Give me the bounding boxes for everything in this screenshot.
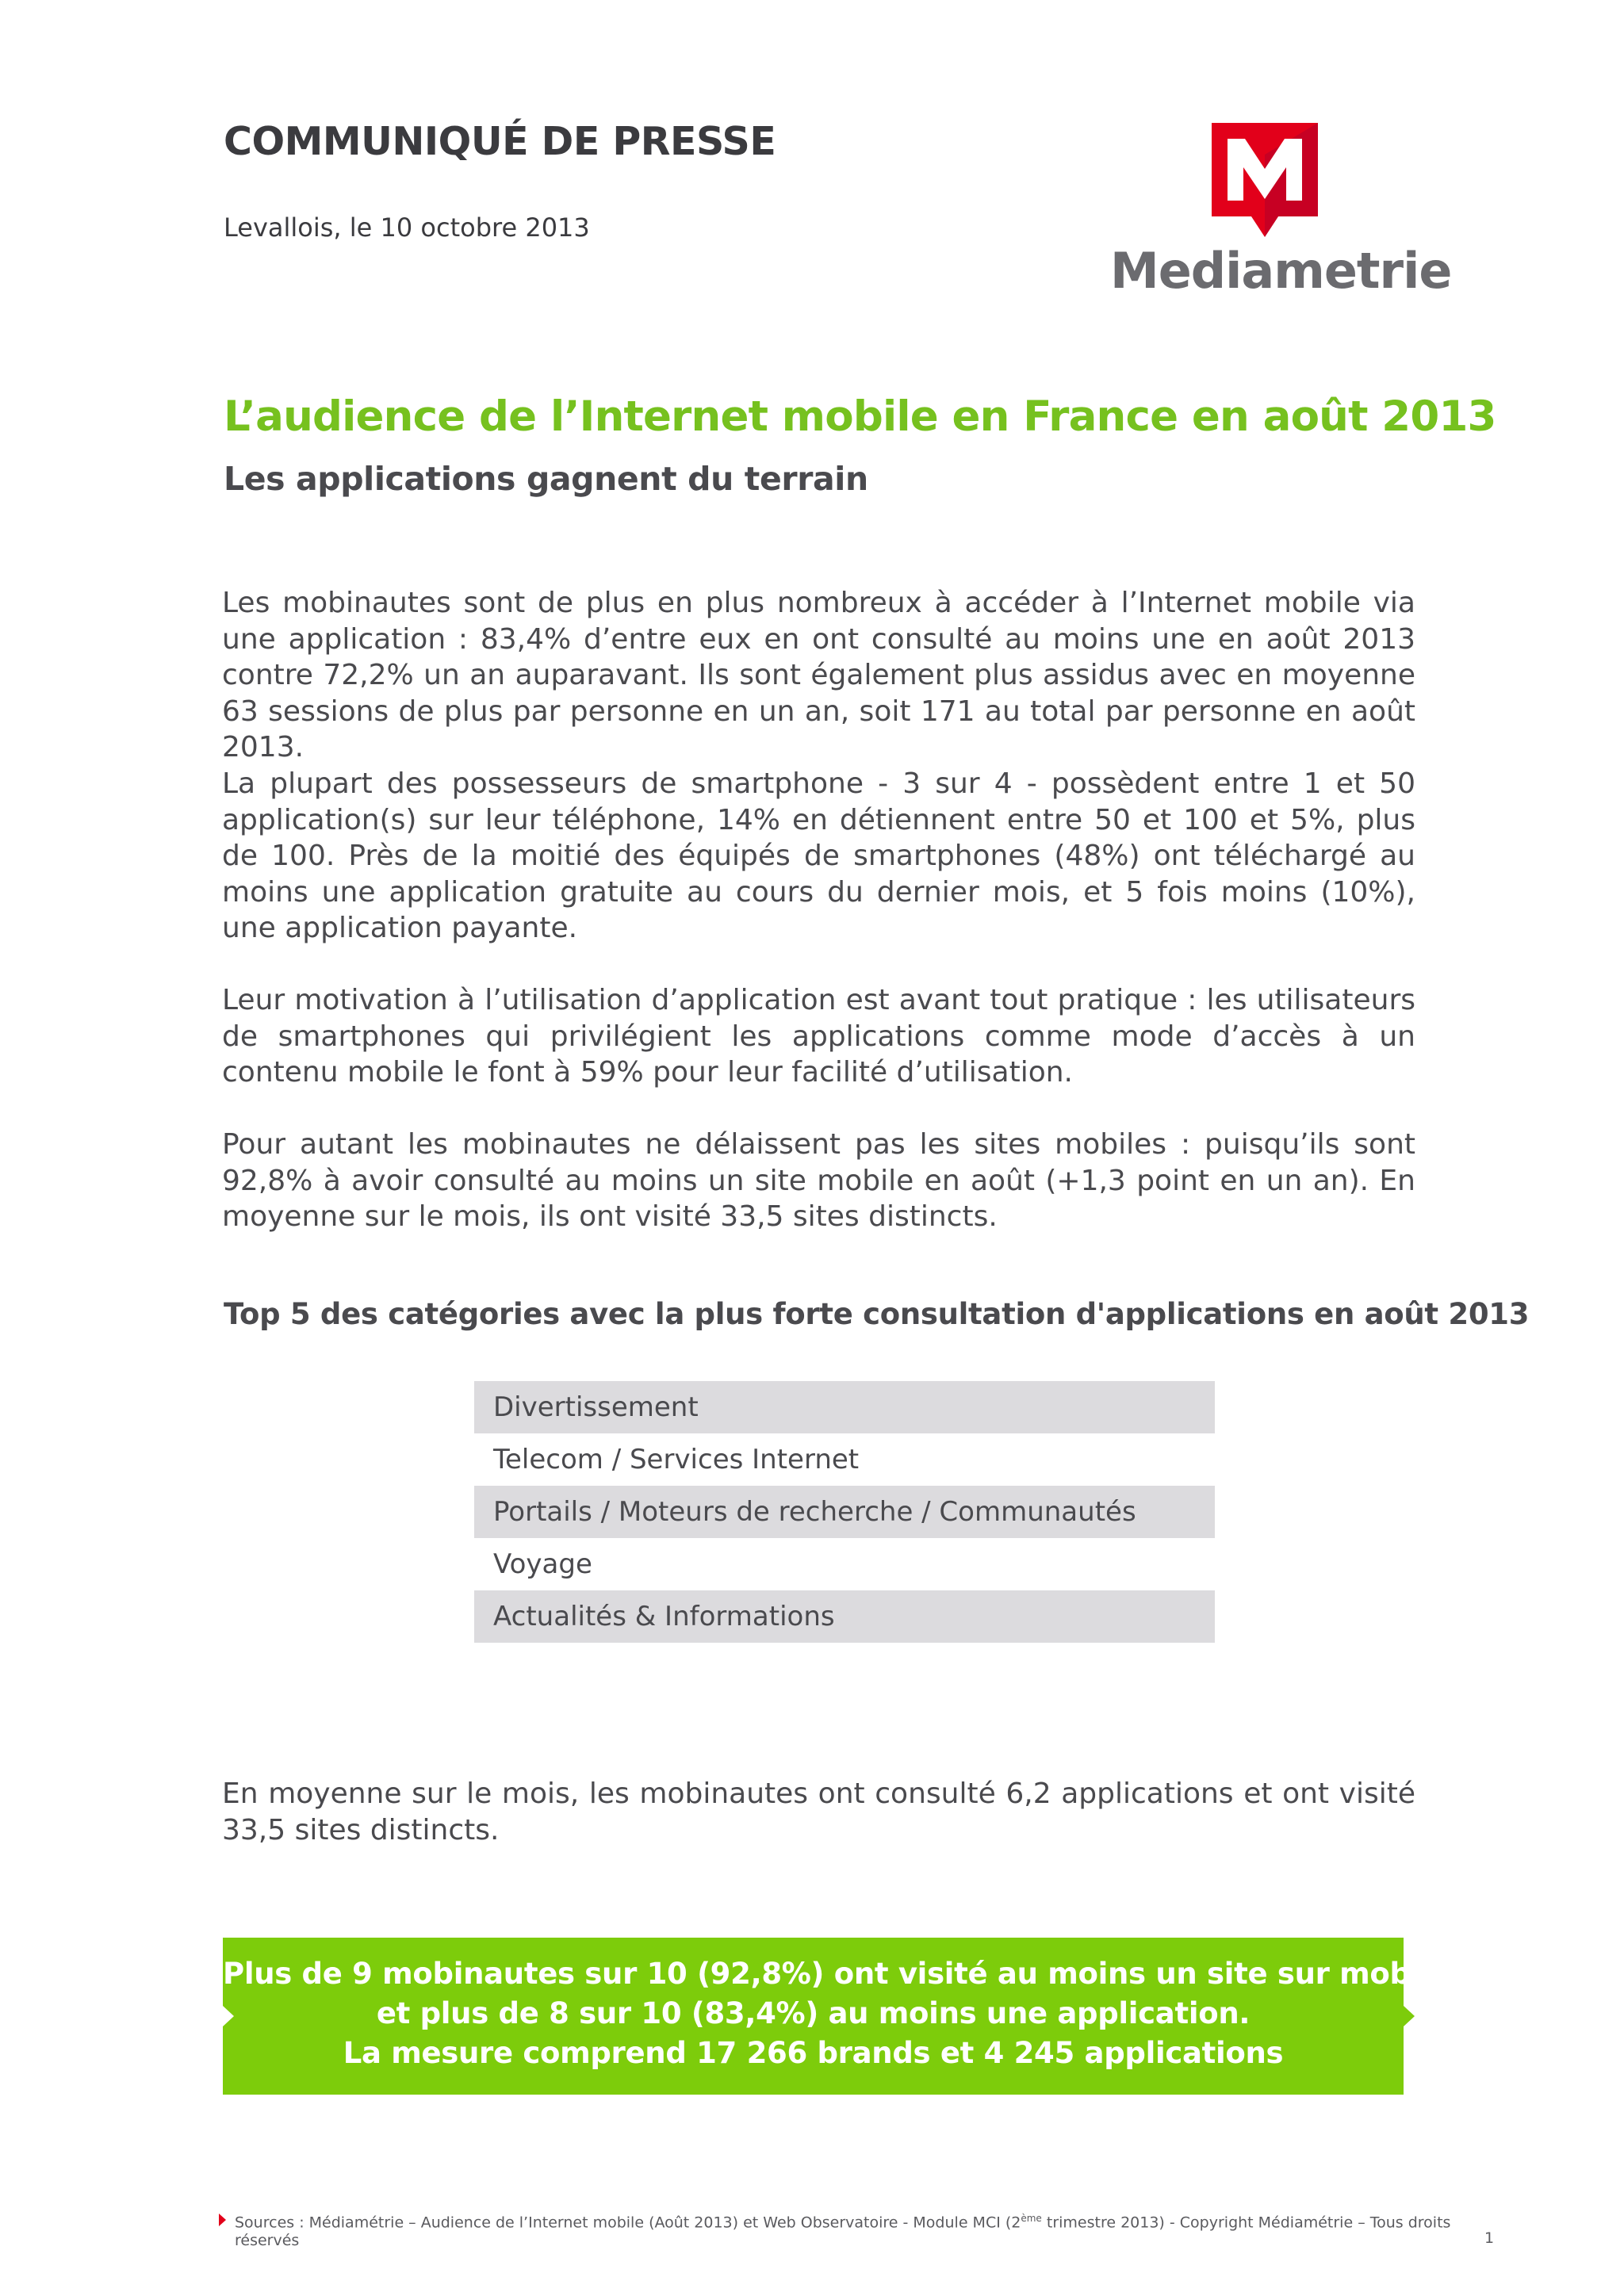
highlight-line: et plus de 8 sur 10 (83,4%) au moins une application.	[376, 1996, 1251, 2030]
paragraph-summary: En moyenne sur le mois, les mobinautes ont consulté 6,2 applications et ont visité 33,5 sites distincts.	[222, 1777, 1415, 1846]
highlight-line: La mesure comprend 17 266 brands et 4 245 applications	[343, 2036, 1284, 2070]
top5-title: Top 5 des catégories avec la plus forte consultation d'applications en août 2013	[224, 1297, 1530, 1331]
subheadline: Les applications gagnent du terrain	[224, 460, 868, 498]
category-row: Telecom / Services Internet	[493, 1444, 860, 1475]
highlight-line: Plus de 9 mobinautes sur 10 (92,8%) ont visité au moins un site sur mobile	[223, 1957, 1450, 1991]
highlight-notch-right-icon	[1404, 2006, 1415, 2026]
press-release-date: Levallois, le 10 octobre 2013	[224, 212, 590, 243]
category-row: Voyage	[493, 1548, 592, 1580]
paragraph-applications: Les mobinautes sont de plus en plus nombreux à accéder à l’Internet mobile via une application : 83,4% d’entre eux en ont consulté au moins une en août 2013 contre 72,2% un an auparavant. Ils sont également plus assidus avec en moyenne 63 sessions de plus par personne en un an, soit 171 au total par personne en août 2013.	[222, 587, 1415, 763]
category-row: Actualités & Informations	[474, 1590, 1215, 1643]
footer-sources	[235, 2210, 1472, 2250]
paragraph-smartphone-owners: La plupart des possesseurs de smartphone - 3 sur 4 - possèdent entre 1 et 50 application(s) sur leur téléphone, 14% en détiennent entre 50 et 100 et 5%, plus de 100. Près de la moitié des équipés de smartphones (48%) ont téléchargé au moins une application gratuite au cours du dernier mois, et 5 fois moins (10%), une application payante.	[222, 767, 1415, 944]
paragraph-mobile-sites: Pour autant les mobinautes ne délaissent pas les sites mobiles : puisqu’ils sont 92,8% à avoir consulté au moins un site mobile en août (+1,3 point en un an). En moyenne sur le mois, ils ont visité 33,5 sites distincts.	[222, 1128, 1415, 1233]
headline: L’audience de l’Internet mobile en France en août 2013	[224, 392, 1496, 441]
footer-sources-superscript: ème	[1021, 2213, 1042, 2224]
footer-sources-part: trimestre 2013) - Copyright Médiamétrie – Tous droits réservés	[235, 2214, 1451, 2250]
highlight-box	[223, 1938, 1450, 2095]
footer-arrow-icon	[219, 2214, 226, 2226]
mediametrie-m-icon	[1212, 123, 1318, 237]
mediametrie-logo	[1110, 123, 1452, 301]
paragraph-motivation: Leur motivation à l’utilisation d’application est avant tout pratique : les utilisateurs de smartphones qui privilégient les applications comme mode d’accès à un contenu mobile le font à 59% pour leur facilité d’utilisation.	[222, 984, 1415, 1089]
footer-sources-part: Sources : Médiamétrie – Audience de l’Internet mobile (Août 2013) et Web Observatoire - Module MCI (2	[235, 2214, 1021, 2232]
category-row: Divertissement	[474, 1381, 1215, 1433]
category-row: Portails / Moteurs de recherche / Communautés	[474, 1486, 1215, 1538]
page-number: 1	[1484, 2229, 1495, 2247]
press-release-title: COMMUNIQUÉ DE PRESSE	[224, 119, 776, 164]
highlight-notch-left-icon	[223, 2006, 234, 2026]
top5-category-list	[474, 1381, 1215, 1643]
mediametrie-logo-text: Mediametrie	[1110, 242, 1452, 300]
